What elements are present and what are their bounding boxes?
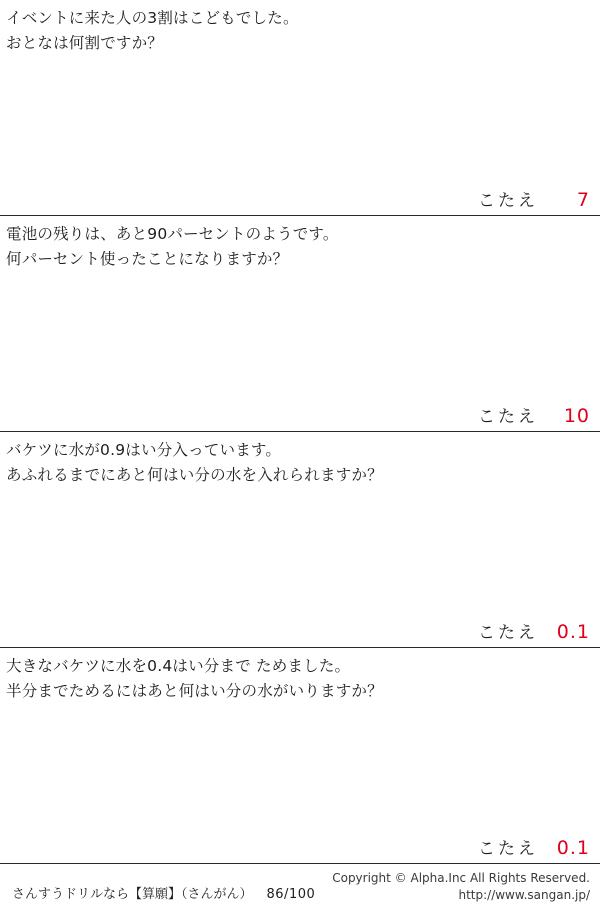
problem-item — [0, 216, 600, 432]
problem-item — [0, 0, 600, 216]
footer-legal — [332, 870, 590, 904]
problem-text-line: 半分までためるにはあと何はい分の水がいりますか？ — [6, 682, 383, 700]
footer-site-info — [12, 883, 315, 902]
answer-value: 7 — [576, 189, 590, 211]
answer-value: 0.1 — [556, 621, 590, 643]
answer-row — [478, 618, 590, 643]
answer-label: こたえ — [478, 839, 538, 859]
site-url[interactable]: http://www.sangan.jp/ — [458, 888, 590, 902]
answer-value: 0.1 — [556, 837, 590, 859]
problem-text-line: イベントに来た人の3割はこどもでした。 — [6, 9, 299, 27]
problem-item — [0, 648, 600, 864]
copyright-text: Copyright © Alpha.Inc All Rights Reserved. — [332, 871, 590, 885]
answer-label: こたえ — [478, 407, 538, 427]
problem-text-line: 電池の残りは、あと90パーセントのようです。 — [6, 225, 339, 243]
problem-text-line: あふれるまでにあと何はい分の水を入れられますか？ — [6, 466, 383, 484]
problem-text-line: バケツに水が0.9はい分入っています。 — [6, 441, 282, 459]
answer-row — [478, 402, 590, 427]
answer-row — [478, 186, 590, 211]
page-footer — [0, 868, 600, 910]
problem-text-line: おとなは何割ですか？ — [6, 34, 164, 52]
problem-item — [0, 432, 600, 648]
footer-site-text: さんすうドリルなら【算願】（さんがん） — [12, 887, 253, 902]
page-number: 86/100 — [266, 887, 316, 902]
answer-label: こたえ — [478, 623, 538, 643]
answer-label: こたえ — [478, 191, 538, 211]
problem-text-line: 大きなバケツに水を0.4はい分まで ためました。 — [6, 657, 351, 675]
answer-value: 10 — [563, 405, 590, 427]
problem-text-line: 何パーセント使ったことになりますか？ — [6, 250, 289, 268]
answer-row — [478, 834, 590, 859]
